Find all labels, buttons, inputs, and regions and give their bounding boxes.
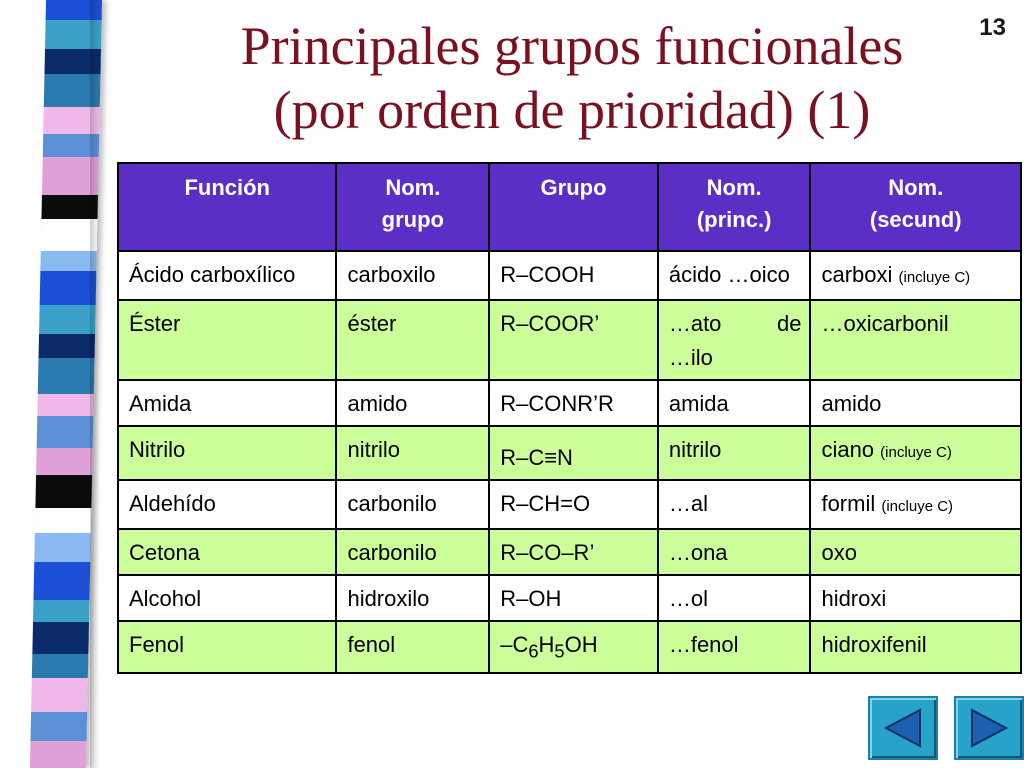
ribbon-stripe [37, 416, 94, 447]
header-label: Nom. [385, 175, 441, 200]
cell-grupo: R–CONR’R [489, 380, 658, 426]
cell-funcion: Ácido carboxílico [118, 251, 336, 300]
ribbon-stripe [31, 678, 88, 712]
functional-groups-table [117, 162, 1022, 674]
header-nom-secund [810, 163, 1021, 251]
header-label: (princ.) [696, 207, 772, 232]
cell-nom-princ [658, 300, 811, 380]
table-row [118, 380, 1021, 426]
table-row [118, 621, 1021, 673]
cell-nom-grupo: éster [336, 300, 489, 380]
ribbon-stripe [41, 219, 98, 250]
table-row [118, 480, 1021, 529]
header-nom-grupo [336, 163, 489, 251]
cell-nom-grupo: fenol [336, 621, 489, 673]
header-grupo [489, 163, 658, 251]
ribbon-stripe [35, 475, 92, 509]
ribbon-stripe [32, 622, 89, 653]
slide-number: 13 [979, 14, 1006, 41]
cell-nom-secund [810, 480, 1021, 529]
cell-nom-grupo: amido [336, 380, 489, 426]
cell-funcion: Aldehído [118, 480, 336, 529]
cell-nom-princ: …al [658, 480, 811, 529]
cell-grupo: R–C≡N [489, 426, 658, 480]
ribbon-stripe [39, 305, 96, 334]
title-line-1: Principales grupos funcionales [240, 16, 904, 76]
cell-nom-grupo: nitrilo [336, 426, 489, 480]
cell-nom-secund [810, 380, 1021, 426]
table-row [118, 426, 1021, 480]
cell-nom-grupo: carboxilo [336, 251, 489, 300]
table-row [118, 251, 1021, 300]
title-line-2: (por orden de prioridad) (1) [273, 80, 871, 140]
header-label: grupo [381, 207, 444, 232]
secund-note: (incluye C) [880, 444, 952, 461]
ribbon-shadow [90, 0, 100, 768]
princ-line-1: …ato de [668, 311, 802, 336]
ribbon-stripe [37, 394, 93, 416]
ribbon-stripe [30, 741, 87, 768]
cell-nom-grupo: hidroxilo [336, 575, 489, 621]
ribbon-stripe [38, 358, 95, 394]
previous-slide-button[interactable] [868, 696, 938, 760]
ribbon-stripe [31, 712, 88, 741]
formula-part: H [538, 632, 555, 657]
cell-funcion: Fenol [118, 621, 336, 673]
formula-part: –C [500, 632, 529, 657]
formula-subscript: 6 [528, 640, 539, 662]
cell-funcion: Éster [118, 300, 336, 380]
cell-nom-princ: …fenol [658, 621, 811, 673]
header-funcion [118, 163, 336, 251]
ribbon-stripe [32, 654, 89, 679]
ribbon-stripe [35, 508, 92, 533]
cell-funcion: Amida [118, 380, 336, 426]
header-nom-princ [658, 163, 811, 251]
ribbon-stripe [33, 600, 89, 622]
secund-note: (incluye C) [898, 269, 971, 286]
cell-nom-secund [810, 251, 1021, 300]
cell-grupo: R–CH=O [489, 480, 658, 529]
cell-grupo: R–COOH [489, 251, 658, 300]
ribbon-stripe [36, 448, 93, 475]
secund-name: hidroxifenil [821, 632, 927, 657]
cell-nom-princ: …ona [658, 529, 811, 575]
cell-funcion: Cetona [118, 529, 336, 575]
triangle-left-icon [870, 698, 936, 758]
cell-nom-grupo: carbonilo [336, 529, 489, 575]
secund-name: amido [821, 391, 882, 416]
cell-grupo: R–OH [489, 575, 658, 621]
cell-nom-secund [810, 621, 1021, 673]
table-row [118, 529, 1021, 575]
cell-nom-princ: amida [658, 380, 811, 426]
secund-name: oxo [821, 540, 857, 565]
header-label: Función [184, 175, 270, 200]
cell-nom-princ: …ol [658, 575, 811, 621]
secund-name: hidroxi [821, 586, 887, 611]
cell-funcion: Alcohol [118, 575, 336, 621]
secund-name: carboxi [821, 262, 893, 287]
secund-note: (incluye C) [881, 498, 954, 515]
page-title [120, 14, 1024, 142]
header-label: Nom. [706, 175, 762, 200]
secund-name: formil [821, 491, 876, 516]
table-row [118, 300, 1021, 380]
header-label: Grupo [540, 175, 607, 200]
cell-nom-secund [810, 300, 1021, 380]
princ-line-2: …ilo [668, 345, 713, 370]
ribbon-stripe [40, 251, 96, 271]
cell-nom-secund [810, 575, 1021, 621]
formula-part: OH [564, 632, 598, 657]
secund-name: ciano [821, 437, 875, 462]
cell-nom-secund [810, 529, 1021, 575]
table-header-row [118, 163, 1021, 251]
cell-nom-secund [810, 426, 1021, 480]
cell-grupo [489, 621, 658, 673]
cell-grupo: R–CO–R’ [489, 529, 658, 575]
header-label: (secund) [869, 207, 962, 232]
ribbon-stripe [34, 533, 91, 562]
cell-nom-grupo: carbonilo [336, 480, 489, 529]
secund-name: …oxicarbonil [821, 311, 949, 336]
next-slide-button[interactable] [954, 696, 1024, 760]
cell-funcion: Nitrilo [118, 426, 336, 480]
ribbon-stripe [40, 271, 97, 305]
cell-nom-princ: nitrilo [658, 426, 811, 480]
formula-subscript: 5 [554, 640, 565, 662]
cell-grupo: R–COOR’ [489, 300, 658, 380]
table-row [118, 575, 1021, 621]
ribbon-stripe [33, 562, 90, 600]
triangle-right-icon [956, 698, 1022, 758]
cell-nom-princ: ácido …oico [658, 251, 811, 300]
ribbon-stripe [39, 334, 96, 359]
header-label: Nom. [888, 175, 944, 200]
